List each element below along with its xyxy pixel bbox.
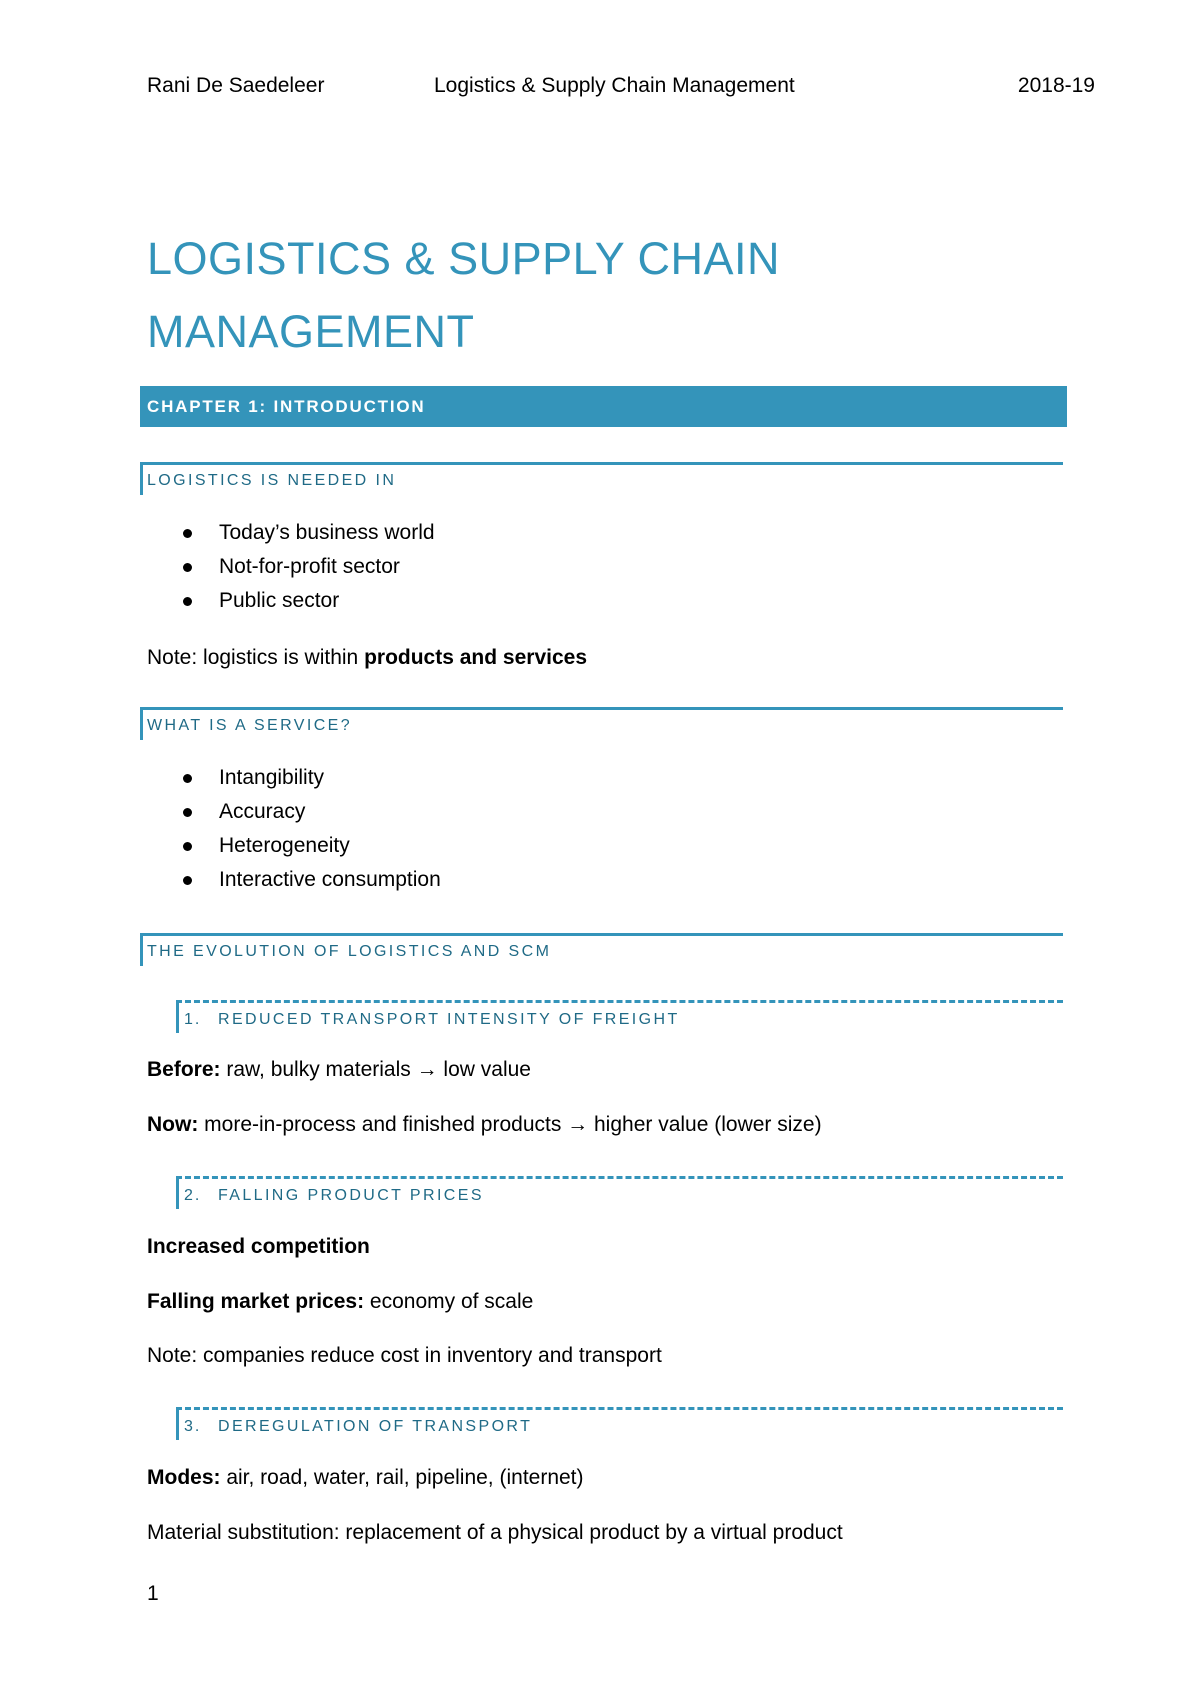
header-course: Logistics & Supply Chain Management (434, 74, 795, 97)
section-heading-what-is-service (140, 707, 1063, 740)
header-year: 2018-19 (1017, 74, 1095, 97)
section-heading-text: WHAT IS A SERVICE? (147, 717, 353, 734)
subsection-heading-text: REDUCED TRANSPORT INTENSITY OF FREIGHT (218, 1011, 680, 1028)
chapter-heading-text: CHAPTER 1: INTRODUCTION (147, 397, 426, 416)
bullet-icon (183, 529, 192, 538)
subsection-number: 2. (184, 1187, 202, 1204)
section-heading-text: THE EVOLUTION OF LOGISTICS AND SCM (147, 943, 552, 960)
document-title (147, 222, 1047, 368)
subsection-heading-text: FALLING PRODUCT PRICES (218, 1187, 484, 1204)
needed-note: Note: logistics is within products and services (147, 646, 587, 669)
page-header (147, 74, 1095, 104)
bullet-icon (183, 774, 192, 783)
chapter-heading (140, 386, 1067, 427)
material-substitution-paragraph: Material substitution: replacement of a physical product by a virtual product (147, 1521, 843, 1544)
subsection-heading-falling-prices (176, 1176, 1063, 1209)
cost-note-paragraph: Note: companies reduce cost in inventory and transport (147, 1344, 662, 1367)
bullet-icon (183, 808, 192, 817)
title-line-1: LOGISTICS & SUPPLY CHAIN (147, 233, 781, 284)
subsection-number: 3. (184, 1418, 202, 1435)
subsection-heading-deregulation (176, 1407, 1063, 1440)
subsection-number: 1. (184, 1011, 202, 1028)
page-number: 1 (147, 1582, 159, 1605)
title-line-2: MANAGEMENT (147, 306, 475, 357)
subsection-heading-text: DEREGULATION OF TRANSPORT (218, 1418, 533, 1435)
before-paragraph: Before: raw, bulky materials → low value (147, 1058, 531, 1081)
modes-paragraph: Modes: air, road, water, rail, pipeline, (internet) (147, 1466, 584, 1489)
section-heading-evolution (140, 933, 1063, 966)
competition-paragraph: Increased competition (147, 1235, 370, 1258)
section-heading-text: LOGISTICS IS NEEDED IN (147, 472, 397, 489)
document-page: Rani De Saedeleer Logistics & Supply Chain Management 2018-19 LOGISTICS & SUPPLY CHAIN MANAGEMENT CHAPTER 1: INTRODUCTION LOGISTICS IS NEEDED IN Today’s business world Not-for-profit sector Public sector Note: logistics is within products and services WHAT IS A SERVICE? Intangibility Accuracy Heterogeneity Interactive consumption THE EVOLUTION OF LOGISTICS AND SCM 1. REDUCED TRANSPORT INTENSITY OF FREIGHT Before: raw, bulky materials → low value Now: more-in-process and finished products → higher value (lower size) 2. FALLING PRODUCT PRICES Increased competition Falling market prices: economy of scale Note: companies reduce cost in inventory and transport 3. DEREGULATION OF TRANSPORT Modes: air, road, water, rail, pipeline, (internet) Material substitution: replacement of a physical product by a virtual product 1 (0, 0, 1200, 1698)
section-heading-logistics-needed (140, 462, 1063, 495)
falling-prices-paragraph: Falling market prices: economy of scale (147, 1290, 534, 1313)
header-author: Rani De Saedeleer (147, 74, 325, 97)
now-paragraph: Now: more-in-process and finished products → higher value (lower size) (147, 1113, 822, 1136)
subsection-heading-transport-intensity (176, 1000, 1063, 1033)
bullet-icon (183, 842, 192, 851)
bullet-icon (183, 876, 192, 885)
bullet-icon (183, 597, 192, 606)
bullet-icon (183, 563, 192, 572)
